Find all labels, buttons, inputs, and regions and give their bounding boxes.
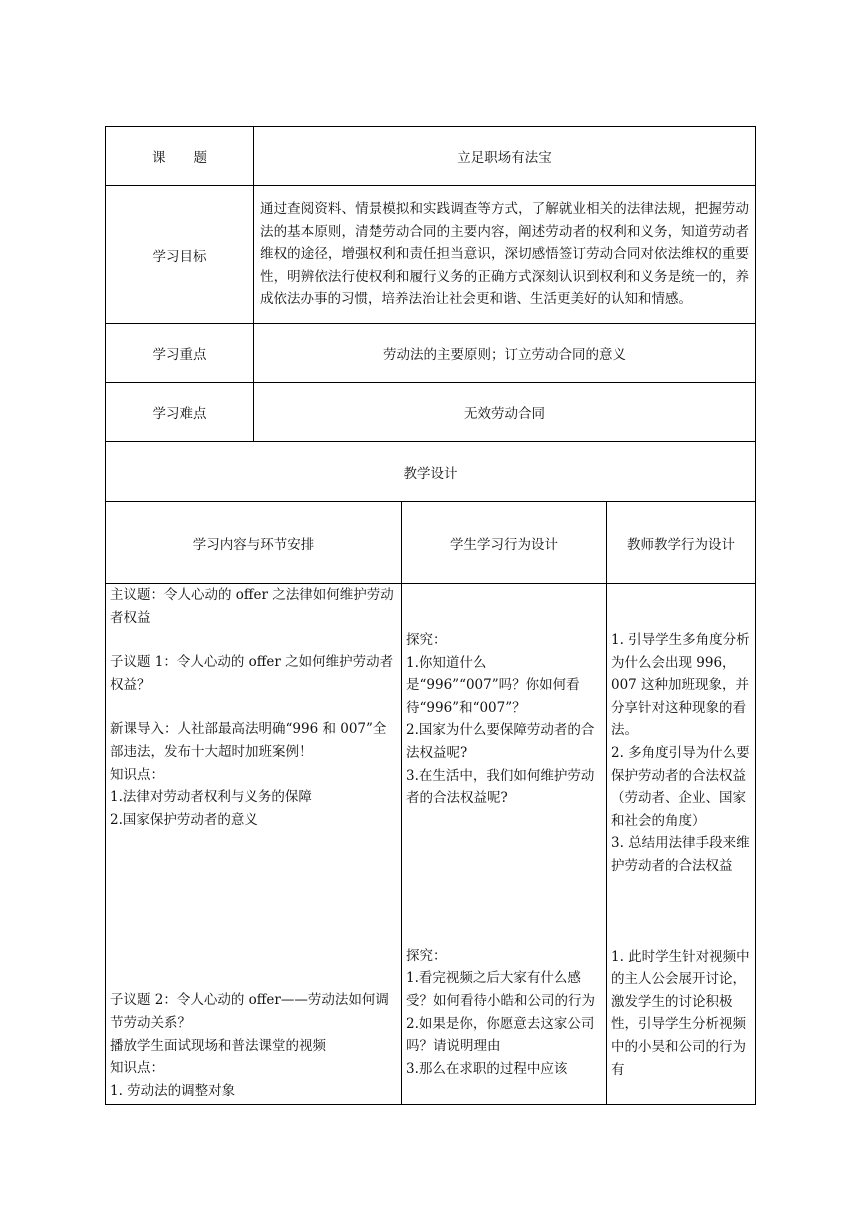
objective-value: 通过查阅资料、情景模拟和实践调查等方式，了解就业相关的法律法规，把握劳动法的基本原则，清楚劳动合同的主要内容，阐述劳动者的权利和义务，知道劳动者维权的途径，增强权利和责任担当意识，深切感悟签订劳动合同对依法维权的重要性，明辨依法行使权利和履行义务的正确方式深刻认识到权利和义务是统一的，养成依法办事的习惯，培养法治让社会更和谐、生活更美好的认知和情感。 <box>260 201 750 308</box>
key-point-label: 学习重点 <box>152 347 207 363</box>
teacher-column-cell <box>607 584 756 1105</box>
column-header-teacher-label: 教师教学行为设计 <box>627 536 735 553</box>
column-header-content-label: 学习内容与环节安排 <box>192 536 315 553</box>
topic-label-left: 课 <box>152 150 166 166</box>
objective-label: 学习目标 <box>152 248 207 265</box>
content-subtopic-1: 子议题 1：令人心动的 offer 之如何维护劳动者权益？ <box>110 654 394 693</box>
content-intro: 新课导入：人社部最高法明确“996 和 007”全部违法，发布十大超时加班案例！ <box>110 721 387 760</box>
design-title: 教学设计 <box>403 465 458 482</box>
design-title-cell <box>106 442 756 502</box>
objective-label-cell <box>106 186 254 324</box>
topic-value-cell <box>254 127 756 186</box>
teacher-step-1: 1. 引导学生多角度分析为什么会出现 996，007 这种加班现象，并分享针对这种现象的看法。 <box>611 632 750 739</box>
student-question-4: 1.看完视频之后大家有什么感受？如何看待小皓和公司的行为 <box>406 970 595 1009</box>
topic-value: 立足职场有法宝 <box>457 150 552 166</box>
difficulty-label: 学习难点 <box>152 406 207 422</box>
student-question-5: 2.如果是你，你愿意去这家公司吗？请说明理由 <box>406 1015 595 1055</box>
row-column-headers <box>106 502 756 584</box>
difficulty-label-cell <box>106 383 254 442</box>
row-key-point <box>106 324 756 383</box>
lesson-plan-page <box>105 126 755 1105</box>
content-knowledge-1: 1.法律对劳动者权利与义务的保障 <box>110 789 312 806</box>
content-column-cell <box>106 584 402 1105</box>
objective-value-cell <box>254 186 756 324</box>
row-objective <box>106 186 756 324</box>
row-design-title <box>106 442 756 502</box>
topic-label-right: 题 <box>193 150 207 166</box>
row-topic <box>106 127 756 186</box>
lesson-plan-table <box>105 126 756 1105</box>
row-body <box>106 584 756 1105</box>
student-question-3: 3.在生活中，我们如何维护劳动者的合法权益呢? <box>406 767 595 807</box>
student-explore-label-1: 探究： <box>406 632 447 648</box>
student-column-cell <box>402 584 607 1105</box>
teacher-step-4: 1. 此时学生针对视频中的主人公会展开讨论，激发学生的讨论积极性，引导学生分析视频中的小昊和公司的行为有 <box>611 948 750 1078</box>
column-header-student <box>402 502 607 584</box>
teacher-step-2: 2. 多角度引导为什么要保护劳动者的合法权益（劳动者、企业、国家和社会的角度） <box>611 744 750 829</box>
key-point-label-cell <box>106 324 254 383</box>
student-question-1: 1.你知道什么是“996”“007”吗？你如何看待“996”和“007”？ <box>406 654 580 716</box>
difficulty-value-cell <box>254 383 756 442</box>
content-knowledge-2: 2.国家保护劳动者的意义 <box>110 811 258 828</box>
row-difficulty <box>106 383 756 442</box>
topic-label-cell <box>106 127 254 186</box>
student-question-6: 3.那么在求职的过程中应该 <box>406 1060 568 1077</box>
content-subtopic-2: 子议题 2：令人心动的 offer——劳动法如何调节劳动关系？ <box>110 992 389 1031</box>
content-knowledge-3: 1. 劳动法的调整对象 <box>110 1082 236 1099</box>
column-header-content <box>106 502 402 584</box>
teacher-step-3: 3. 总结用法律手段来维护劳动者的合法权益 <box>611 835 750 874</box>
column-header-student-label: 学生学习行为设计 <box>450 536 558 553</box>
student-question-2: 2.国家为什么要保障劳动者的合法权益呢? <box>406 722 595 761</box>
content-video-note: 播放学生面试现场和普法课堂的视频 <box>110 1037 326 1054</box>
content-main-topic: 主议题：令人心动的 offer 之法律如何维护劳动者权益 <box>110 587 394 626</box>
student-explore-label-2: 探究： <box>406 947 447 964</box>
content-knowledge-label-1: 知识点： <box>110 766 164 783</box>
column-header-teacher <box>607 502 756 584</box>
key-point-value-cell <box>254 324 756 383</box>
key-point-value: 劳动法的主要原则；订立劳动合同的意义 <box>383 347 626 363</box>
content-knowledge-label-2: 知识点： <box>110 1060 164 1077</box>
difficulty-value: 无效劳动合同 <box>464 406 545 422</box>
